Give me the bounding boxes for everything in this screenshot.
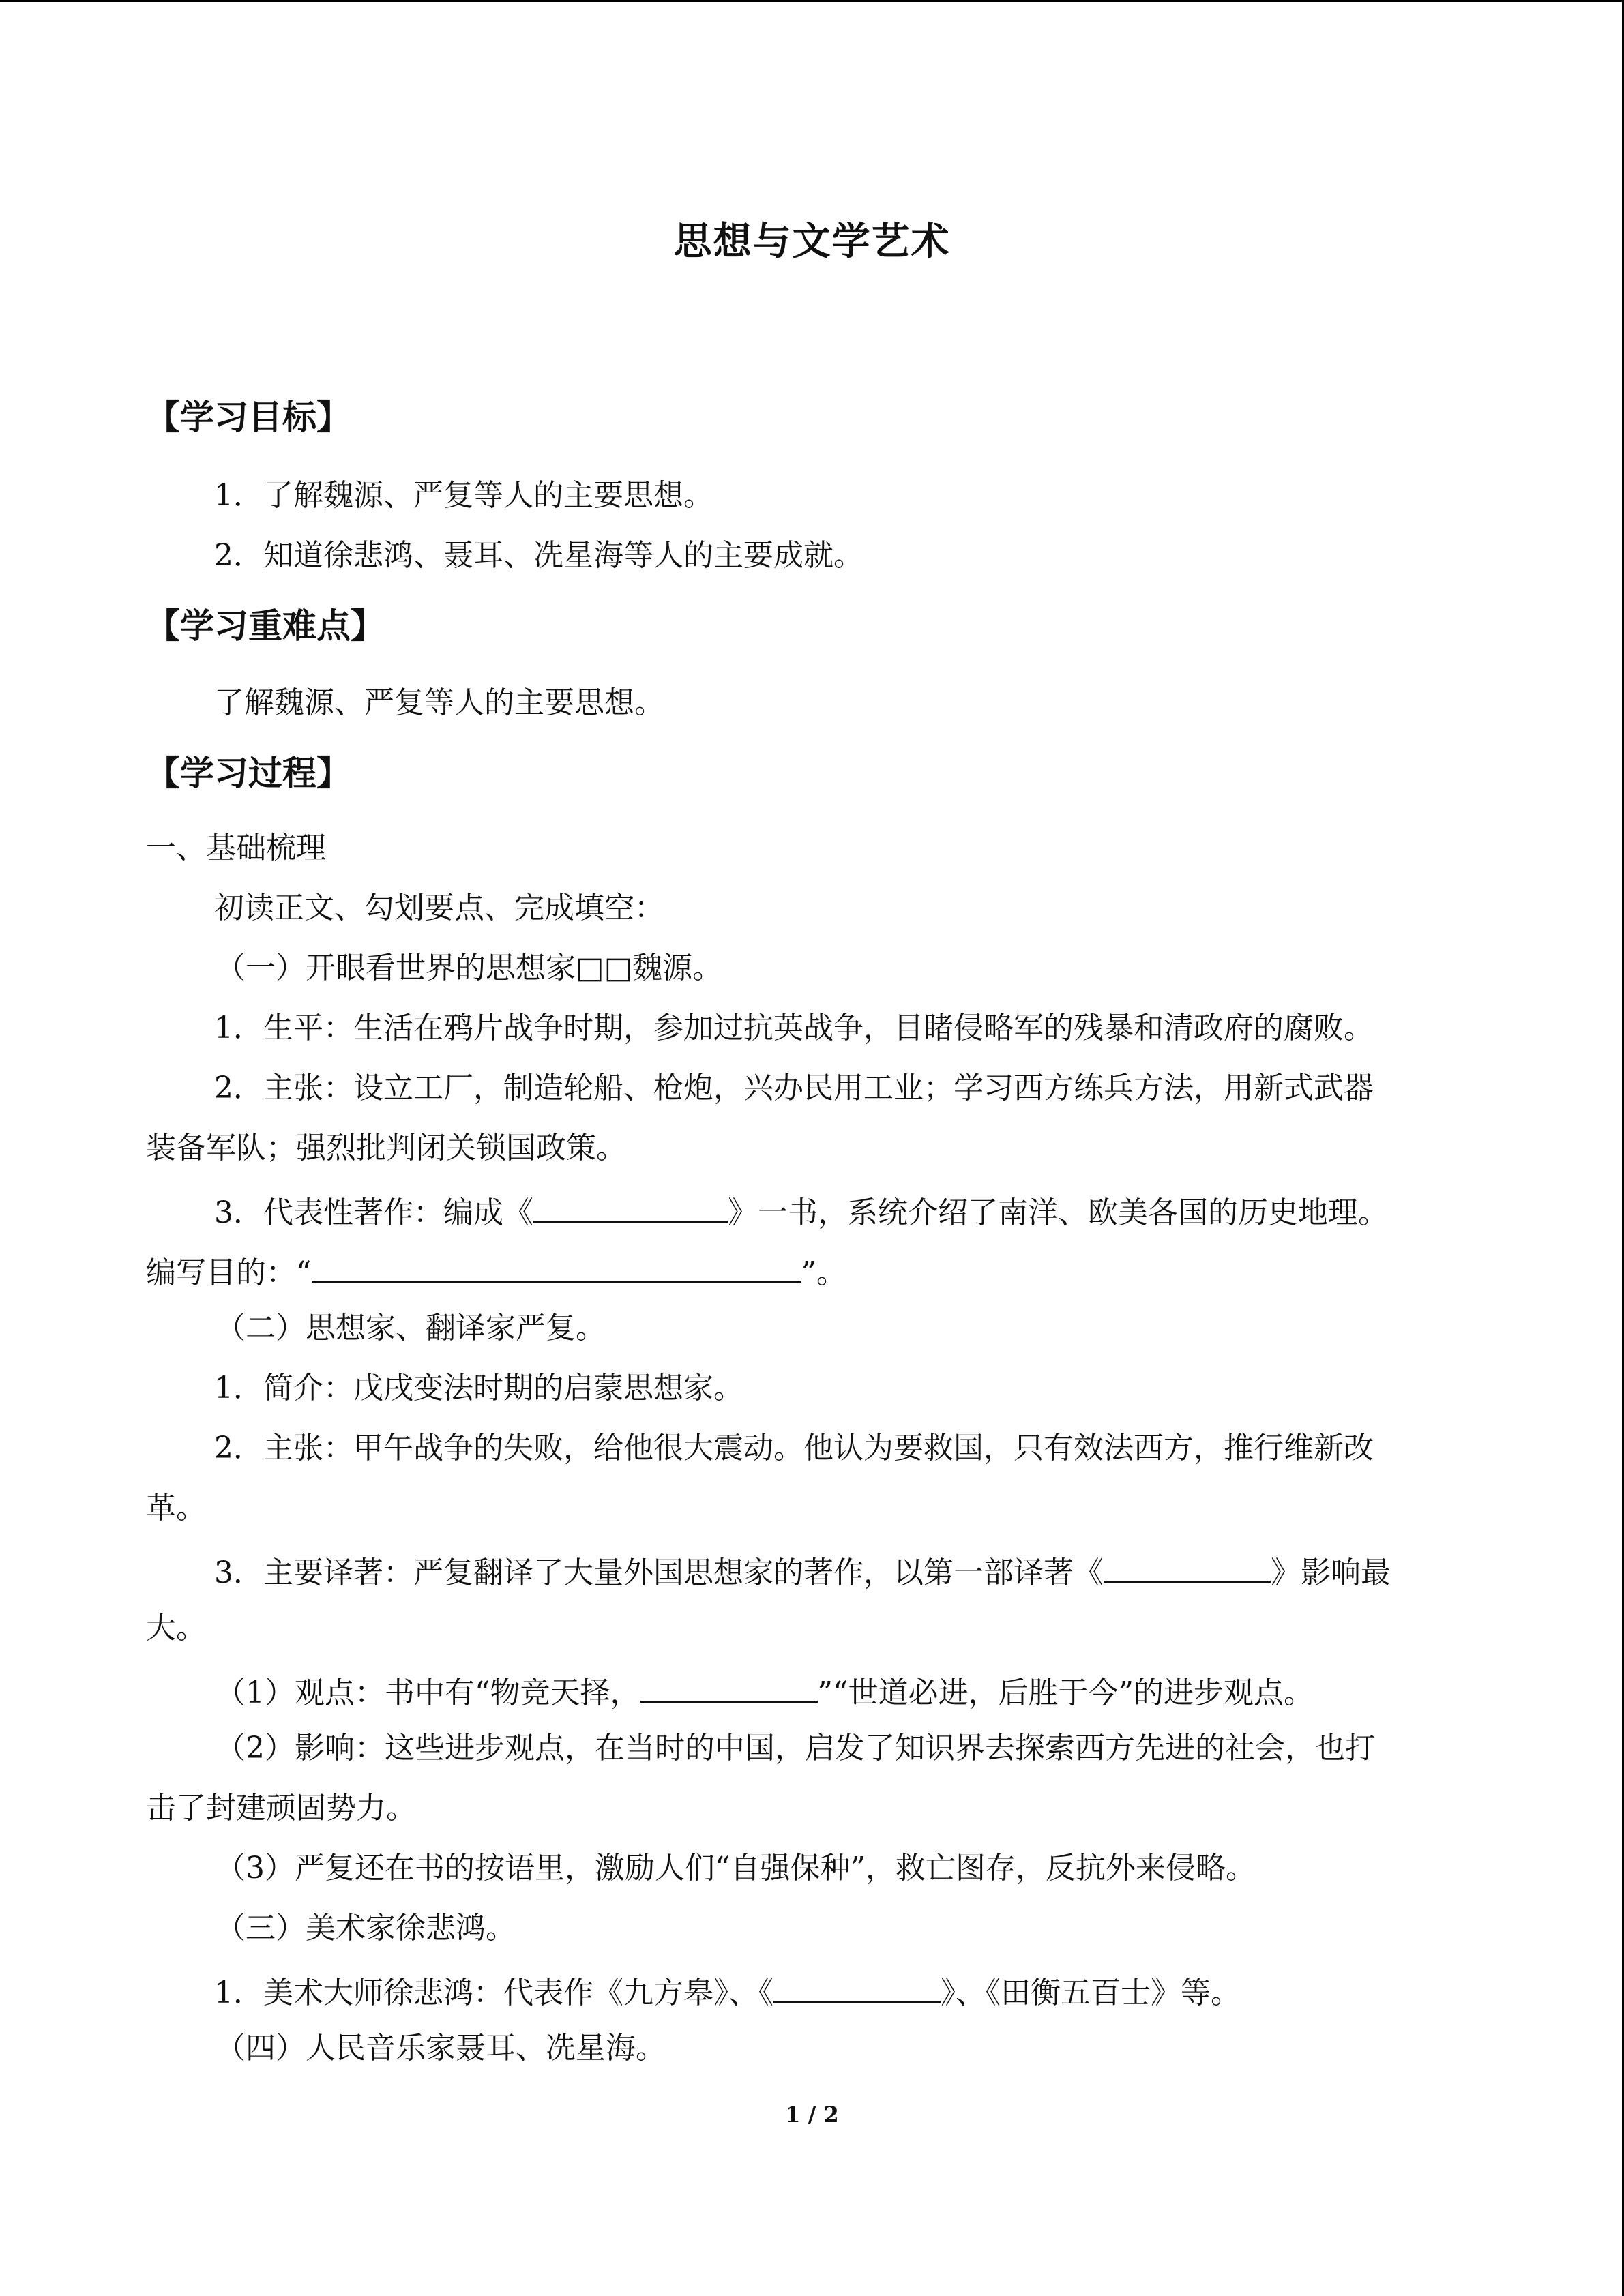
wei-yuan-life: 1．生平：生活在鸦片战争时期，参加过抗英战争，目睹侵略军的残暴和清政府的腐败。 (214, 1011, 1374, 1045)
wei-yuan-work-suffix: 》一书，系统介绍了南洋、欧美各国的历史地理。 (728, 1195, 1388, 1230)
wei-yuan-purpose-line (146, 1253, 846, 1288)
yan-fu-annotation: （3）严复还在书的按语里，激励人们“自强保种”，救亡图存，反抗外来侵略。 (216, 1851, 1256, 1885)
yan-fu-viewpoint-suffix: ”“世道必进，后胜于今”的进步观点。 (817, 1675, 1314, 1710)
yan-fu-translation-suffix: 》影响最 (1271, 1555, 1391, 1590)
part-basic-review: 一、基础梳理 (146, 831, 326, 865)
yan-fu-intro: 1．简介：戊戌变法时期的启蒙思想家。 (214, 1371, 743, 1405)
document-title: 思想与文学艺术 (673, 219, 951, 264)
yan-fu-ideas-line1: 2．主张：甲午战争的失败，给他很大震动。他认为要救国，只有效法西方，推行维新改 (214, 1431, 1374, 1465)
fill-blank-book-title[interactable] (533, 1193, 728, 1223)
xu-beihong-works-line (214, 1973, 1241, 2008)
wei-yuan-purpose-suffix: ”。 (801, 1255, 846, 1290)
yan-fu-translation-line (214, 1553, 1391, 1588)
yan-fu-influence-line1: （2）影响：这些进步观点，在当时的中国，启发了知识界去探索西方先进的社会，也打 (216, 1731, 1375, 1765)
goal-item-2: 2．知道徐悲鸿、聂耳、冼星海等人的主要成就。 (214, 538, 863, 573)
subsection-wei-yuan-title: （一）开眼看世界的思想家□□魏源。 (216, 951, 723, 985)
wei-yuan-work-line (214, 1193, 1388, 1228)
subsection-yan-fu-title: （二）思想家、翻译家严复。 (216, 1311, 606, 1345)
yan-fu-translation-prefix: 3．主要译著：严复翻译了大量外国思想家的著作，以第一部译著《 (214, 1555, 1104, 1590)
subsection-xu-beihong-title: （三）美术家徐悲鸿。 (216, 1911, 516, 1945)
yan-fu-ideas-line2: 革。 (146, 1491, 206, 1525)
page-border-top (0, 0, 1624, 2)
wei-yuan-purpose-prefix: 编写目的：“ (146, 1255, 312, 1290)
heading-key-points: 【学习重难点】 (146, 606, 385, 646)
xu-beihong-works-prefix: 1．美术大师徐悲鸿：代表作《九方皋》、《 (214, 1976, 773, 2010)
yan-fu-viewpoint-line (216, 1673, 1314, 1708)
fill-blank-artwork[interactable] (773, 1973, 941, 2003)
yan-fu-translation-line2: 大。 (146, 1611, 206, 1645)
reading-instruction: 初读正文、勾划要点、完成填空： (214, 891, 664, 925)
yan-fu-viewpoint-prefix: （1）观点：书中有“物竞天择， (216, 1675, 640, 1710)
heading-learning-process: 【学习过程】 (146, 754, 351, 793)
fill-blank-viewpoint[interactable] (640, 1673, 818, 1703)
wei-yuan-ideas-line1: 2．主张：设立工厂，制造轮船、枪炮，兴办民用工业；学习西方练兵方法，用新式武器 (214, 1071, 1374, 1105)
heading-learning-goals: 【学习目标】 (146, 398, 351, 437)
subsection-musicians-title: （四）人民音乐家聂耳、冼星海。 (216, 2031, 666, 2066)
yan-fu-influence-line2: 击了封建顽固势力。 (146, 1791, 416, 1825)
wei-yuan-ideas-line2: 装备军队；强烈批判闭关锁国政策。 (146, 1131, 626, 1165)
goal-item-1: 1．了解魏源、严复等人的主要思想。 (214, 478, 713, 513)
page-number: 1 / 2 (785, 2102, 839, 2128)
key-point-text: 了解魏源、严复等人的主要思想。 (214, 685, 664, 720)
fill-blank-purpose[interactable] (312, 1253, 801, 1283)
fill-blank-translation-title[interactable] (1104, 1553, 1271, 1583)
xu-beihong-works-suffix: 》、《田衡五百士》等。 (941, 1976, 1241, 2010)
wei-yuan-work-prefix: 3．代表性著作：编成《 (214, 1195, 533, 1230)
